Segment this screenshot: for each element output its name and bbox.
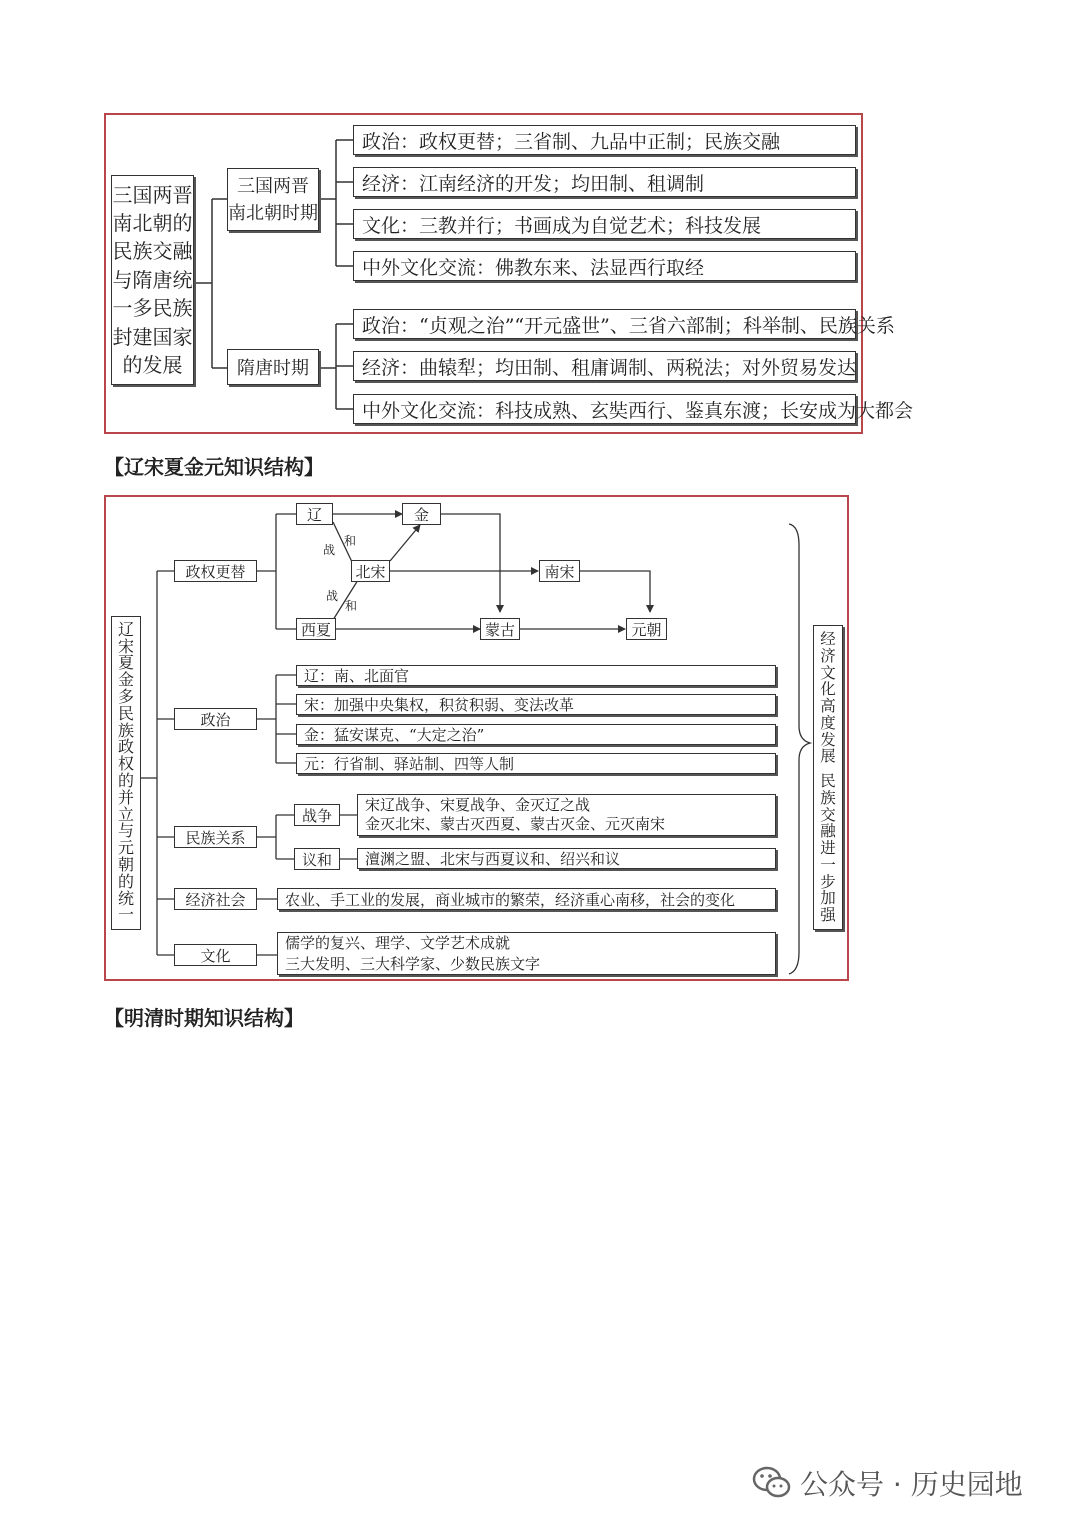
edge-label-peace: 和	[345, 599, 358, 613]
state-yuanchao: 元朝	[626, 618, 667, 640]
section-heading-mingqing: 【明清时期知识结构】	[104, 1006, 304, 1030]
ethnic-war-label: 战争	[294, 804, 340, 826]
watermark	[752, 1463, 1023, 1503]
edge-label-war: 战	[326, 589, 339, 603]
ethnic-war-items: 宋辽战争、宋夏战争、金灭辽之战 金灭北宋、蒙古灭西夏、蒙古灭金、元灭南宋	[357, 794, 776, 836]
state-nansong: 南宋	[539, 560, 580, 582]
category-politics: 政治	[174, 708, 257, 730]
state-beisong: 北宋	[351, 560, 390, 582]
state-menggu: 蒙古	[480, 618, 520, 640]
suitang-item: 政治：“贞观之治”“开元盛世”、三省六部制；科举制、民族关系	[353, 309, 856, 339]
politics-item: 宋：加强中央集权，积贫积弱、变法改革	[296, 694, 776, 715]
suitang-item: 中外文化交流：科技成熟、玄奘西行、鉴真东渡；长安成为大都会	[353, 394, 856, 424]
diagram1-root: 三国两晋 南北朝的 民族交融 与隋唐统 一多民族 封建国家 的发展	[111, 175, 194, 385]
watermark-text: 公众号 · 历史园地	[800, 1468, 1023, 1501]
wechat-icon	[752, 1465, 792, 1501]
diagram2-root: 辽 宋 夏 金 多 民 族 政 权 的 并 立 与 元 朝 的 统 一	[111, 616, 141, 930]
category-regime: 政权更替	[174, 560, 257, 582]
sanguo-item: 中外文化交流：佛教东来、法显西行取经	[353, 251, 856, 281]
category-ethnic: 民族关系	[174, 826, 257, 848]
category-culture: 文化	[174, 944, 257, 966]
edge-label-war: 战	[323, 543, 336, 557]
section-heading-liaosong: 【辽宋夏金元知识结构】	[104, 455, 324, 479]
period-suitang: 隋唐时期	[227, 349, 319, 385]
sanguo-item: 文化：三教并行；书画成为自觉艺术；科技发展	[353, 209, 856, 239]
category-economy: 经济社会	[174, 888, 257, 910]
culture-text: 儒学的复兴、理学、文学艺术成就 三大发明、三大科学家、少数民族文字	[277, 932, 776, 975]
suitang-item: 经济：曲辕犁；均田制、租庸调制、两税法；对外贸易发达	[353, 351, 856, 381]
state-xixia: 西夏	[296, 618, 336, 640]
politics-item: 金：猛安谋克、“大定之治”	[296, 724, 776, 745]
economy-text: 农业、手工业的发展，商业城市的繁荣，经济重心南移，社会的变化	[277, 888, 776, 910]
sanguo-item: 经济：江南经济的开发；均田制、租调制	[353, 167, 856, 197]
state-liao: 辽	[296, 503, 333, 525]
edge-label-peace: 和	[344, 534, 357, 548]
ethnic-peace-items: 澶渊之盟、北宋与西夏议和、绍兴和议	[357, 848, 776, 869]
politics-item: 元：行省制、驿站制、四等人制	[296, 753, 776, 774]
politics-item: 辽：南、北面官	[296, 665, 776, 686]
period-sanguo: 三国两晋 南北朝时期	[227, 168, 319, 231]
state-jin: 金	[402, 503, 441, 525]
ethnic-peace-label: 议和	[294, 848, 340, 870]
sanguo-item: 政治：政权更替；三省制、九品中正制；民族交融	[353, 125, 856, 155]
diagram2-summary: 经 济 文 化 高 度 发 展 民 族 交 融 进 一 步 加 强	[813, 625, 843, 930]
